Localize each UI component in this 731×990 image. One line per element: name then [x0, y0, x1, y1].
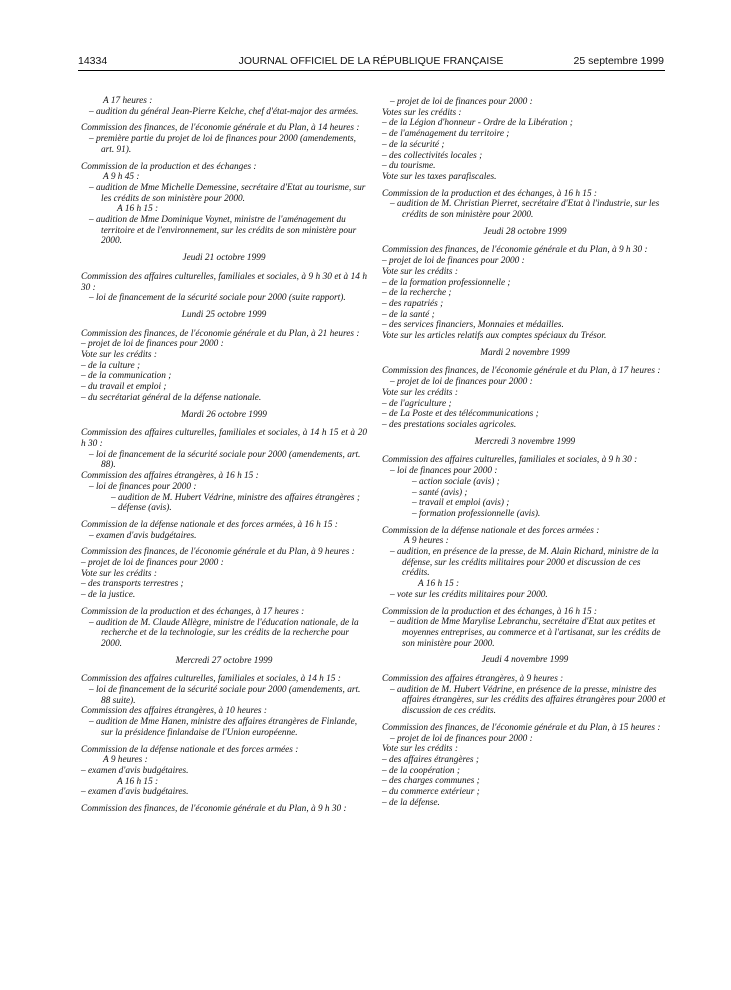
schedule-line: Vote sur les articles relatifs aux comptes spéciaux du Trésor.: [382, 331, 607, 342]
header-rule: [78, 70, 665, 71]
committee-heading: Commission des finances, de l'économie générale et du Plan, à 15 heures :: [382, 722, 661, 733]
agenda-item: – loi de finances pour 2000 :: [89, 481, 197, 492]
agenda-item: – de la culture ;: [81, 360, 141, 371]
committee-heading: Commission des finances, de l'économie générale et du Plan, à 21 heures :: [81, 328, 360, 339]
page-header: [78, 55, 664, 71]
agenda-item: – de la communication ;: [81, 371, 172, 382]
agenda-item: – loi de finances pour 2000 :: [390, 466, 498, 477]
right-column: [382, 97, 668, 808]
agenda-item: – de la Légion d'honneur - Ordre de la Libération ;: [382, 118, 573, 129]
agenda-item: – des rapatriés ;: [382, 298, 444, 309]
schedule-line: Commission de la défense nationale et des forces armées :: [81, 744, 299, 755]
committee-heading: Commission de la défense nationale et des forces armées, à 16 h 15 :: [81, 519, 338, 530]
schedule-line: Vote sur les taxes parafiscales.: [382, 171, 497, 182]
agenda-item: – première partie du projet de loi de finances pour 2000 (amendements, art. 91).: [89, 134, 356, 155]
agenda-item: – des collectivités locales ;: [382, 150, 483, 161]
agenda-item: – vote sur les crédits militaires pour 2000.: [390, 589, 548, 600]
agenda-item: – projet de loi de finances pour 2000 :: [390, 97, 533, 107]
schedule-line: Vote sur les crédits :: [382, 266, 458, 277]
agenda-item: – des transports terrestres ;: [81, 579, 184, 590]
sub-agenda-item: – santé (avis) ;: [412, 487, 468, 498]
page-number: 14334: [78, 55, 108, 67]
time-slot: A 16 h 15 :: [117, 204, 159, 215]
journal-title: JOURNAL OFFICIEL DE LA RÉPUBLIQUE FRANÇAISE: [238, 55, 504, 67]
sub-agenda-item: – audition de M. Hubert Védrine, ministre des affaires étrangères ;: [111, 492, 360, 503]
agenda-item: – des prestations sociales agricoles.: [382, 419, 517, 430]
agenda-item: – examen d'avis budgétaires.: [89, 530, 197, 541]
agenda-item: – audition de Mme Dominique Voynet, ministre de l'aménagement du territoire et de l'environnement, sur les crédits de son ministère pour 2000.: [89, 215, 357, 247]
agenda-item: – projet de loi de finances pour 2000 :: [81, 558, 224, 569]
agenda-item: – de la défense.: [382, 797, 440, 808]
agenda-item: – audition de Mme Marylise Lebranchu, secrétaire d'Etat aux petites et moyennes entreprises, au commerce et à l'artisanat, sur les crédits de son ministère pour 2000.: [390, 617, 661, 649]
time-slot: A 9 heures :: [103, 755, 148, 766]
agenda-item: – loi de financement de la sécurité sociale pour 2000 (suite rapport).: [89, 293, 346, 304]
schedule-line: Commission de la production et des échanges, à 16 h 15 :: [382, 606, 598, 617]
agenda-item: – projet de loi de finances pour 2000 :: [390, 733, 533, 744]
agenda-item: – de l'aménagement du territoire ;: [382, 129, 510, 140]
schedule-line: Commission de la production et des échanges :: [81, 161, 257, 172]
agenda-item: – de la recherche ;: [382, 288, 452, 299]
sub-agenda-item: – défense (avis).: [111, 503, 172, 514]
schedule-line: Vote sur les crédits :: [382, 744, 458, 755]
schedule-line: Commission des affaires étrangères, à 16 h 15 :: [81, 471, 259, 482]
committee-heading: Commission des finances, de l'économie générale et du Plan, à 9 h 30 :: [81, 804, 347, 815]
committee-heading: Commission des finances, de l'économie générale et du Plan, à 9 heures :: [81, 547, 355, 558]
agenda-item: – des affaires étrangères ;: [382, 754, 479, 765]
agenda-item: – de la justice.: [81, 590, 136, 601]
sub-agenda-item: – travail et emploi (avis) ;: [412, 498, 510, 509]
section-date-heading: Lundi 25 octobre 1999: [181, 309, 267, 320]
time-slot: A 9 h 45 :: [103, 172, 140, 183]
agenda-item: – examen d'avis budgétaires.: [81, 787, 189, 798]
agenda-item: – des services financiers, Monnaies et médailles.: [382, 320, 564, 331]
sub-agenda-item: – action sociale (avis) ;: [412, 476, 500, 487]
issue-date: 25 septembre 1999: [573, 55, 664, 67]
agenda-item: – loi de financement de la sécurité sociale pour 2000 (amendements, art. 88 suite).: [89, 685, 361, 706]
agenda-item: – audition, en présence de la presse, de M. Alain Richard, ministre de la défense, sur les crédits militaires pour 2000 et discussion de ces crédits.: [390, 547, 659, 579]
schedule-line: Vote sur les crédits :: [81, 568, 157, 579]
section-date-heading: Mercredi 27 octobre 1999: [175, 655, 273, 666]
schedule-line: Commission de la production et des échanges, à 16 h 15 :: [382, 188, 598, 199]
section-date-heading: Jeudi 4 novembre 1999: [481, 655, 569, 666]
agenda-item: – de la sécurité ;: [382, 139, 445, 150]
schedule-line: Votes sur les crédits :: [382, 107, 462, 118]
committee-heading: Commission des affaires culturelles, familiales et sociales, à 9 h 30 et à 14 h 30 :: [81, 271, 367, 293]
agenda-item: – de la santé ;: [382, 309, 435, 320]
time-slot: A 9 heures :: [404, 536, 449, 547]
time-slot: A 16 h 15 :: [418, 579, 460, 590]
agenda-item: – loi de financement de la sécurité sociale pour 2000 (amendements, art. 88).: [89, 449, 361, 471]
time-slot: A 16 h 15 :: [117, 776, 159, 787]
agenda-item: – audition de Mme Hanen, ministre des affaires étrangères de Finlande, sur la présidence finlandaise de l'Union européenne.: [89, 717, 358, 738]
agenda-item: – du travail et emploi ;: [81, 382, 167, 393]
agenda-item: – projet de loi de finances pour 2000 :: [81, 339, 224, 350]
agenda-item: – de La Poste et des télécommunications ;: [382, 409, 539, 420]
committee-heading: Commission des affaires culturelles, familiales et sociales, à 9 h 30 :: [382, 455, 638, 466]
section-date-heading: Jeudi 28 octobre 1999: [483, 226, 567, 237]
schedule-line: Commission des affaires étrangères, à 9 heures :: [382, 674, 564, 685]
section-date-heading: Jeudi 21 octobre 1999: [182, 253, 266, 264]
agenda-item: – du commerce extérieur ;: [382, 787, 480, 798]
sub-agenda-item: – formation professionnelle (avis).: [412, 508, 541, 519]
agenda-item: – de l'agriculture ;: [382, 398, 452, 409]
schedule-line: Commission des affaires étrangères, à 10 heures :: [81, 706, 267, 717]
agenda-item: – du secrétariat général de la défense nationale.: [81, 392, 262, 403]
agenda-item: – examen d'avis budgétaires.: [81, 765, 189, 776]
time-slot: A 17 heures :: [103, 96, 153, 106]
agenda-item: – audition de M. Hubert Védrine, en présence de la presse, ministre des affaires étrangères, sur les crédits des affaires étrangères pour 2000 et discussion de ces crédits.: [390, 684, 666, 717]
agenda-item: – audition du général Jean-Pierre Kelche, chef d'état-major des armées.: [89, 106, 359, 117]
committee-heading: Commission des finances, de l'économie générale et du Plan, à 17 heures :: [382, 366, 661, 377]
agenda-item: – du tourisme.: [382, 161, 436, 172]
section-date-heading: Mardi 2 novembre 1999: [480, 347, 570, 358]
schedule-line: Vote sur les crédits :: [81, 350, 157, 361]
agenda-item: – de la formation professionnelle ;: [382, 277, 511, 288]
committee-heading: Commission des affaires culturelles, familiales et sociales, à 14 h 15 et à 20 h 30 :: [81, 428, 367, 449]
agenda-item: – audition de Mme Michelle Demessine, secrétaire d'Etat au tourisme, sur les crédits de son ministère pour 2000.: [89, 182, 366, 204]
agenda-item: – projet de loi de finances pour 2000 :: [382, 256, 525, 267]
section-date-heading: Mercredi 3 novembre 1999: [474, 436, 576, 447]
agenda-item: – audition de M. Claude Allègre, ministre de l'éducation nationale, de la recherche et de la technologie, sur les crédits de la recherche pour 2000.: [89, 617, 359, 649]
agenda-item: – des charges communes ;: [382, 776, 480, 787]
committee-heading: Commission des finances, de l'économie générale et du Plan, à 9 h 30 :: [382, 245, 648, 256]
committee-heading: Commission des affaires culturelles, familiales et sociales, à 14 h 15 :: [81, 674, 341, 685]
schedule-line: Vote sur les crédits :: [382, 387, 458, 398]
agenda-item: – projet de loi de finances pour 2000 :: [390, 377, 533, 388]
left-column: [81, 96, 367, 815]
section-date-heading: Mardi 26 octobre 1999: [181, 409, 267, 420]
committee-heading: Commission des finances, de l'économie générale et du Plan, à 14 heures :: [81, 123, 360, 134]
schedule-line: Commission de la production et des échanges, à 17 heures :: [81, 606, 305, 617]
agenda-item: – de la coopération ;: [382, 765, 460, 776]
schedule-line: Commission de la défense nationale et des forces armées :: [382, 525, 600, 536]
agenda-item: – audition de M. Christian Pierret, secrétaire d'Etat à l'industrie, sur les crédits de son ministère pour 2000.: [390, 199, 660, 221]
